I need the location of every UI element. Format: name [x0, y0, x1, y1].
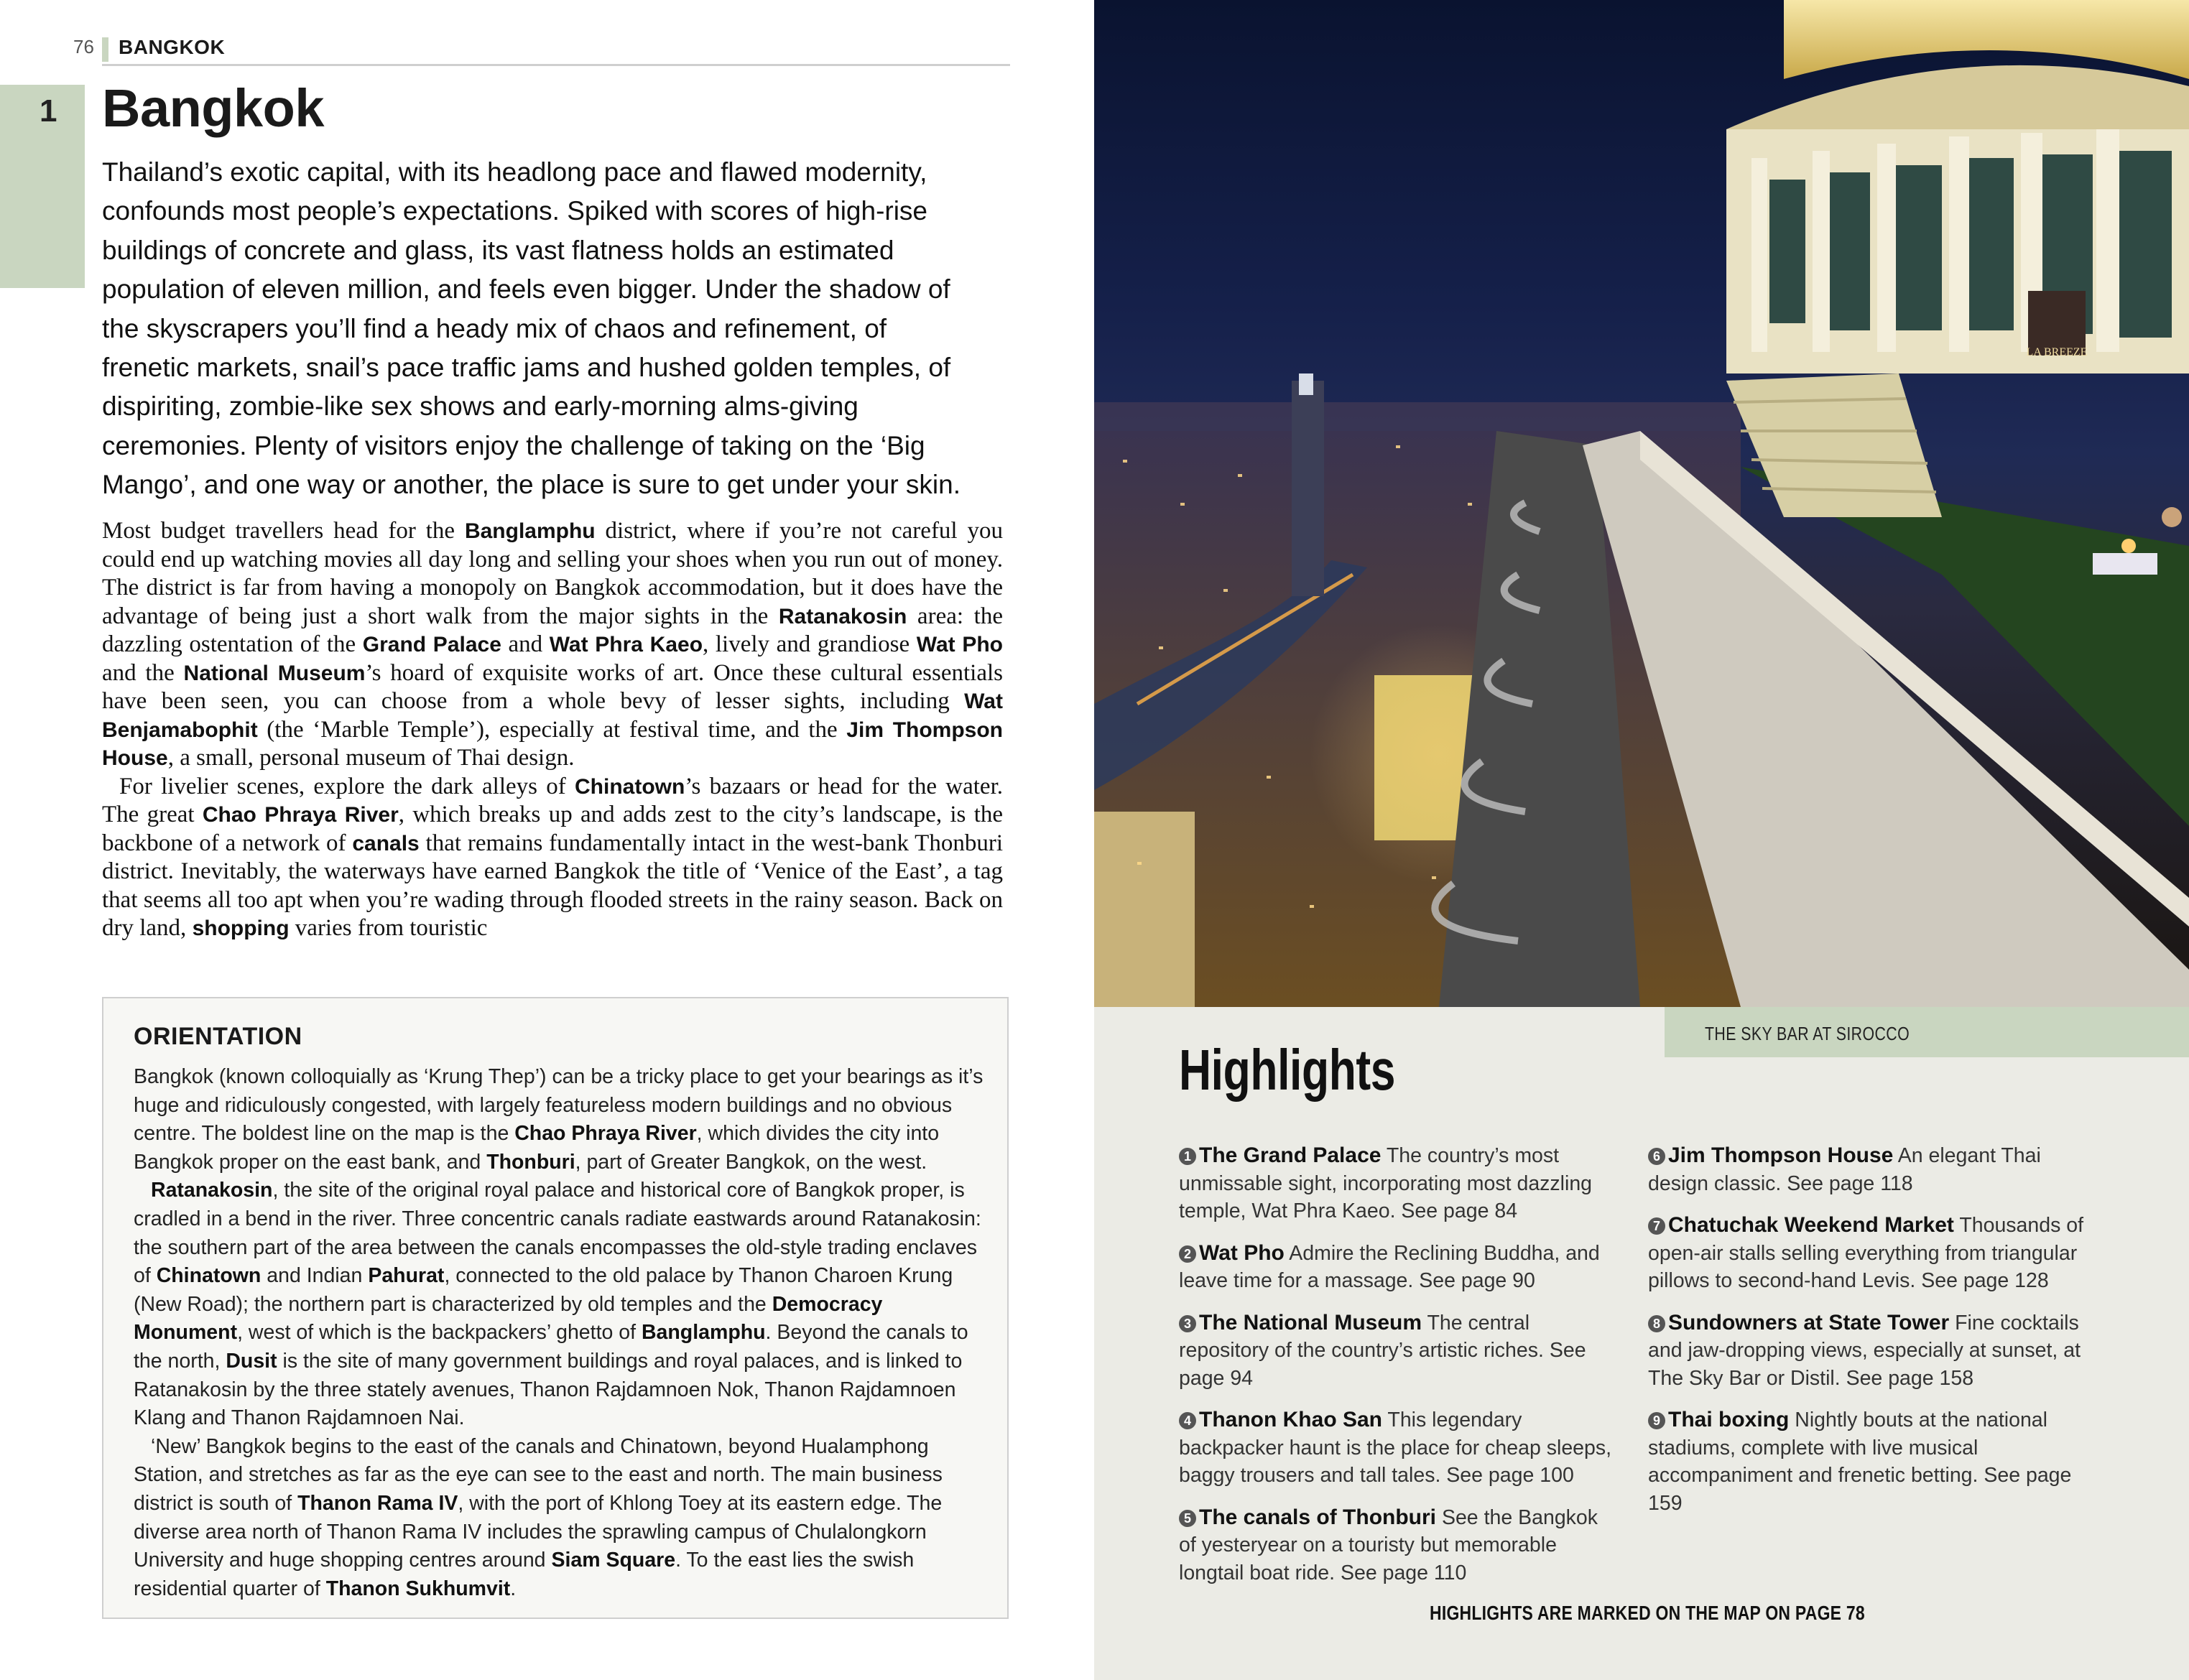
bold-keyword: Chinatown — [575, 774, 685, 799]
chapter-title: Bangkok — [102, 78, 325, 138]
bold-keyword: Wat Pho — [916, 633, 1003, 656]
bold-keyword: Chao Phraya River — [514, 1122, 697, 1146]
highlight-number-badge: 9 — [1648, 1412, 1665, 1429]
highlight-name: The National Museum — [1199, 1310, 1422, 1335]
highlight-item — [1179, 1240, 1617, 1295]
highlight-name: Jim Thompson House — [1668, 1143, 1894, 1167]
highlights-column-right — [1648, 1142, 2086, 1531]
highlight-description: See the Bangkok of yesteryear on a touristy but memorable longtail boat ride. See page 110 — [1179, 1505, 1598, 1584]
night-skyline-illustration — [1094, 0, 2189, 1007]
highlight-number-badge: 8 — [1648, 1315, 1665, 1332]
bold-keyword: Chinatown — [156, 1264, 262, 1288]
highlight-item — [1179, 1142, 1617, 1225]
highlight-description: The central repository of the country’s artistic riches. See page 94 — [1179, 1311, 1586, 1390]
highlight-name: Thanon Khao San — [1199, 1408, 1382, 1431]
bold-keyword: Chao Phraya River — [202, 803, 399, 827]
bold-keyword: canals — [352, 831, 420, 855]
bold-keyword: Wat Phra Kaeo — [549, 633, 703, 656]
bold-keyword: National Museum — [183, 661, 366, 685]
bold-keyword: Thanon Sukhumvit — [325, 1577, 511, 1600]
highlight-name: The canals of Thonburi — [1199, 1505, 1437, 1529]
highlight-description: Admire the Reclining Buddha, and leave time for a massage. See page 90 — [1179, 1241, 1600, 1292]
highlights-map-note: HIGHLIGHTS ARE MARKED ON THE MAP ON PAGE 78 — [1430, 1602, 1865, 1624]
bold-keyword: Ratanakosin — [778, 604, 907, 628]
running-head-marker — [102, 37, 108, 62]
highlight-number-badge: 7 — [1648, 1217, 1665, 1235]
orientation-text — [134, 1063, 985, 1603]
bold-keyword: Banglamphu — [464, 519, 596, 543]
body-paragraph: Most budget travellers head for the Banglamphu district, where if you’re not careful you could end up watching movies all day long and selling your shoes when you run out of money. The district is far from having a monopoly on Bangkok accommodation, but it does have the advantage of being just a short walk from the major sights in the Ratanakosin area: the dazzling ostentation of the Grand Palace and Wat Phra Kaeo, lively and grandiose Wat Pho and the National Museum’s hoard of exquisite works of art. Once these cultural essentials have been seen, you can choose from a whole bevy of lesser sights, including Wat Benjamabophit (the ‘Marble Temple’), especially at festival time, and the Jim Thompson House, a small, personal museum of Thai design. — [102, 518, 1004, 771]
highlight-description: This legendary backpacker haunt is the place for cheap sleeps, baggy trousers and tall tales. See page 100 — [1179, 1408, 1612, 1487]
highlight-item — [1648, 1309, 2086, 1393]
highlight-number-badge: 3 — [1179, 1315, 1196, 1332]
highlight-number-badge: 5 — [1179, 1510, 1196, 1527]
body-text — [102, 517, 1003, 943]
highlight-item — [1648, 1212, 2086, 1295]
highlight-item — [1648, 1406, 2086, 1517]
orientation-paragraph: Bangkok (known colloquially as ‘Krung Thep’) can be a tricky place to get your bearings as it’s huge and ridiculously congested, with largely featureless modern buildings and no obvious centre. The boldest line on the map is the Chao Phraya River, which divides the city into Bangkok proper on the east bank, and Thonburi, part of Greater Bangkok, on the west. — [134, 1065, 984, 1174]
highlight-name: Wat Pho — [1199, 1240, 1285, 1265]
orientation-paragraph: ‘New’ Bangkok begins to the east of the canals and Chinatown, beyond Hualamphong Station, and stretches as far as the eye can see to the east and north. The main business district is south of Thanon Rama IV, with the port of Khlong Toey at its eastern edge. The diverse area north of Thanon Rama IV includes the sprawling campus of Chulalongkorn University and huge shopping centres around Siam Square. To the east lies the swish residential quarter of Thanon Sukhumvit. — [134, 1434, 943, 1600]
highlight-item — [1179, 1504, 1617, 1587]
orientation-box — [102, 997, 1009, 1619]
bold-keyword: Dusit — [226, 1349, 277, 1373]
intro-paragraph: Thailand’s exotic capital, with its headlong pace and flawed modernity, confounds most people’s expectations. Spiked with scores of high-rise buildings of concrete and glass, its vast flatness holds an estimated population of eleven million, and feels even bigger. Under the shadow of the skyscrapers you’ll find a heady mix of chaos and refinement, of frenetic markets, snail’s pace traffic jams and hushed golden temples, of dispiriting, zombie-like sex shows and early-morning alms-giving ceremonies. Plenty of visitors enjoy the challenge of taking on the ‘Big Mango’, and one way or another, the place is sure to get under your skin. — [102, 157, 961, 500]
bold-keyword: Banglamphu — [641, 1321, 766, 1345]
highlights-title: Highlights — [1179, 1038, 1396, 1102]
bold-keyword: Grand Palace — [362, 633, 501, 656]
page-number: 76 — [73, 36, 94, 57]
highlight-name: Chatuchak Weekend Market — [1668, 1213, 1954, 1237]
highlight-name: Sundowners at State Tower — [1668, 1310, 1950, 1335]
highlight-item — [1179, 1406, 1617, 1490]
highlight-item — [1648, 1142, 2086, 1197]
orientation-heading: ORIENTATION — [134, 1023, 302, 1050]
body-paragraph: For livelier scenes, explore the dark alleys of Chinatown’s bazaars or head for the water. The great Chao Phraya River, which breaks up and adds zest to the city’s landscape, is the backbone of a network of canals that remains fundamentally intact in the west-bank Thonburi district. Inevitably, the waterways have earned Bangkok the title of ‘Venice of the East’, a tag that seems all too apt when you’re wading through flooded streets in the rainy season. Back on dry land, shopping varies from touristic — [102, 773, 1004, 941]
bold-keyword: Thonburi — [486, 1150, 575, 1174]
photo-sign-text: LA BREEZE — [2026, 346, 2088, 358]
bold-keyword: Jim Thompson House — [102, 718, 1004, 770]
highlights-column-left — [1179, 1142, 1617, 1601]
bold-keyword: Pahurat — [368, 1264, 445, 1288]
highlight-item — [1179, 1309, 1617, 1393]
highlight-number-badge: 4 — [1179, 1412, 1196, 1429]
sky-bar-photo — [1094, 0, 2189, 1007]
highlight-name: The Grand Palace — [1199, 1143, 1382, 1167]
orientation-paragraph: Ratanakosin, the site of the original royal palace and historical core of Bangkok proper, is cradled in a bend in the river. Three concentric canals radiate eastwards around Ratanakosin: the southern part of the area between the canals encompasses the old-style trading enclaves of Chinatown and Indian Pahurat, connected to the old palace by Thanon Charoen Krung (New Road); the northern part is characterized by old temples and the Democracy Monument, west of which is the backpackers’ ghetto of Banglamphu. Beyond the canals to the north, Dusit is the site of many government buildings and royal palaces, and is linked to Ratanakosin by the three stately avenues, Thanon Rajdamnoen Nok, Thanon Rajdamnoen Klang and Thanon Rajdamnoen Nai. — [134, 1179, 981, 1430]
bold-keyword: Siam Square — [551, 1549, 676, 1572]
running-head-section: BANGKOK — [119, 36, 226, 58]
highlight-description: Fine cocktails and jaw-dropping views, especially at sunset, at The Sky Bar or Distil. See page 158 — [1648, 1311, 2081, 1390]
highlight-number-badge: 6 — [1648, 1148, 1665, 1165]
bold-keyword: Democracy Monument — [134, 1292, 883, 1345]
highlight-description: Thousands of open-air stalls selling everything from triangular pillows to second-hand Levis. See page 128 — [1648, 1214, 2084, 1292]
highlight-name: Thai boxing — [1668, 1408, 1790, 1431]
running-head-rule — [102, 64, 1010, 66]
photo-caption: THE SKY BAR AT SIROCCO — [1705, 1023, 1910, 1044]
bold-keyword: Wat Benjamabophit — [102, 690, 1003, 742]
bold-keyword: shopping — [192, 916, 290, 940]
highlight-description: Nightly bouts at the national stadiums, complete with live musical accompaniment and frenetic betting. See page 159 — [1648, 1408, 2072, 1515]
highlight-description: An elegant Thai design classic. See page 118 — [1648, 1144, 2041, 1195]
bold-keyword: Thanon Rama IV — [297, 1491, 458, 1515]
bold-keyword: Ratanakosin — [151, 1179, 273, 1202]
chapter-number: 1 — [40, 93, 57, 129]
highlight-number-badge: 1 — [1179, 1148, 1196, 1165]
highlight-description: The country’s most unmissable sight, incorporating most dazzling temple, Wat Phra Kaeo. See page 84 — [1179, 1144, 1593, 1222]
highlight-number-badge: 2 — [1179, 1245, 1196, 1263]
